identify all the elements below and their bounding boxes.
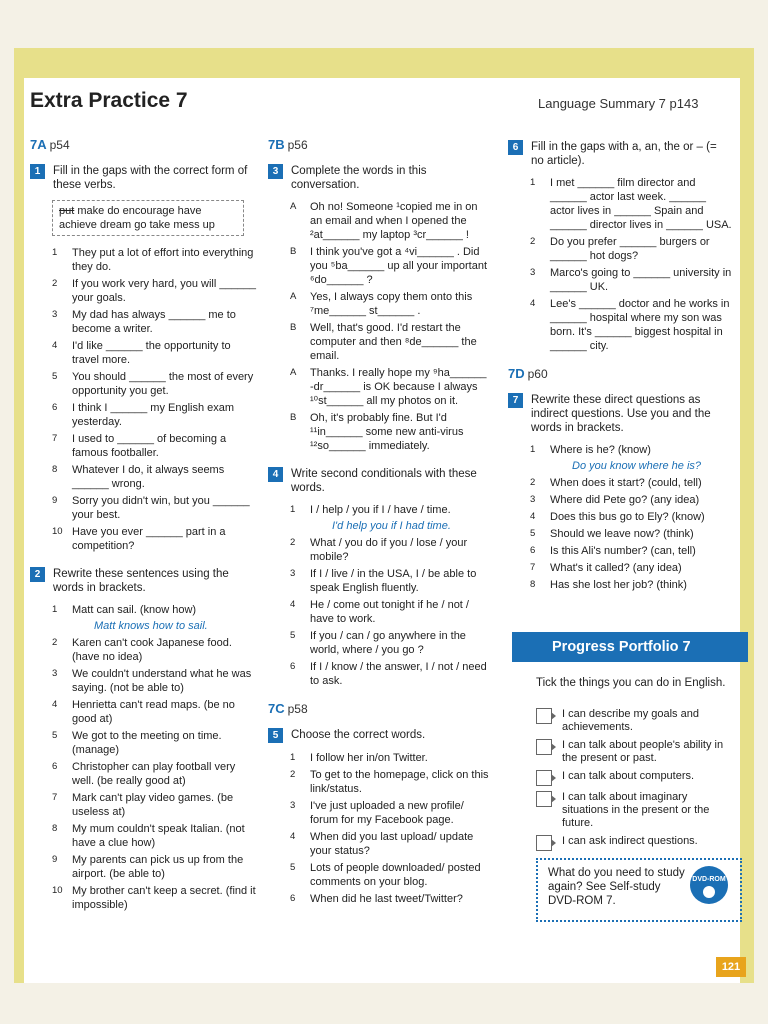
speaker-label: A xyxy=(290,367,297,378)
item-text: Karen can't cook Japanese food. (have no idea) xyxy=(72,637,232,663)
list-item xyxy=(52,370,258,398)
word-box-words: make do encourage have achieve dream go take mess up xyxy=(59,205,215,231)
list-item xyxy=(52,525,258,553)
item-number: 6 xyxy=(52,761,58,772)
exercise-3-conversation xyxy=(290,200,490,453)
item-text: Lee's ______ doctor and he works in ______ hospital where my son was born. It's ______ biggest hospital in ______ city. xyxy=(550,298,730,352)
list-item xyxy=(530,266,732,294)
item-text: When did he last tweet/Twitter? xyxy=(310,893,463,905)
item-number: 2 xyxy=(52,637,58,648)
list-item xyxy=(290,536,490,564)
item-text: Where is he? (know) xyxy=(550,444,651,456)
speaker-label: A xyxy=(290,291,297,302)
item-text: Do you prefer ______ burgers or ______ hot dogs? xyxy=(550,236,710,262)
list-item xyxy=(530,527,732,541)
item-text: I'd like ______ the opportunity to travel more. xyxy=(72,340,231,366)
item-number: 4 xyxy=(290,831,296,842)
list-item xyxy=(290,567,490,595)
item-number: 3 xyxy=(530,267,536,278)
list-item xyxy=(290,629,490,657)
exercise-5-heading xyxy=(268,728,490,743)
section-7a-heading xyxy=(30,138,258,152)
exercise-number: 3 xyxy=(268,164,283,179)
item-text: Marco's going to ______ university in ______ UK. xyxy=(550,267,732,293)
item-number: 10 xyxy=(52,885,63,896)
tick-box[interactable] xyxy=(536,708,552,724)
tick-box[interactable] xyxy=(536,791,552,807)
item-text: To get to the homepage, click on this link/status. xyxy=(310,769,489,795)
section-code: 7D xyxy=(508,366,525,381)
item-number: 7 xyxy=(530,562,536,573)
item-number: 3 xyxy=(530,494,536,505)
list-item xyxy=(52,277,258,305)
column-right xyxy=(508,140,732,595)
list-item xyxy=(290,799,490,827)
dvd-disc-hole xyxy=(703,886,715,898)
top-margin xyxy=(0,0,768,48)
item-text: When did you last upload/ update your status? xyxy=(310,831,474,857)
item-text: I follow her in/on Twitter. xyxy=(310,752,428,764)
dialogue-line xyxy=(290,200,490,242)
item-text: I've just uploaded a new profile/ forum for my Facebook page. xyxy=(310,800,464,826)
exercise-instruction: Rewrite these sentences using the words in brackets. xyxy=(53,568,229,594)
item-text: What's it called? (any idea) xyxy=(550,562,682,574)
exercise-instruction: Choose the correct words. xyxy=(291,729,426,741)
list-item xyxy=(52,246,258,274)
progress-portfolio-title: Progress Portfolio 7 xyxy=(512,632,748,662)
section-7c-heading xyxy=(268,702,490,716)
list-item xyxy=(290,830,490,858)
dialogue-text: Oh no! Someone ¹copied me in on an email and when I opened the ²at______ my laptop ³cr______ ! xyxy=(310,201,478,241)
item-number: 2 xyxy=(530,477,536,488)
exercise-number: 1 xyxy=(30,164,45,179)
exercise-4-heading xyxy=(268,467,490,495)
list-item xyxy=(530,544,732,558)
exercise-number: 5 xyxy=(268,728,283,743)
item-number: 6 xyxy=(530,545,536,556)
item-text: Where did Pete go? (any idea) xyxy=(550,494,700,506)
exercise-instruction: Fill in the gaps with a, an, the or – (= no article). xyxy=(531,141,717,167)
exercise-instruction: Fill in the gaps with the correct form of these verbs. xyxy=(53,165,248,191)
portfolio-item-text: I can describe my goals and achievements. xyxy=(562,708,699,733)
list-item xyxy=(290,751,490,765)
item-text: Mark can't play video games. (be useless at) xyxy=(72,792,234,818)
item-text: If I / live / in the USA, I / be able to speak English fluently. xyxy=(310,568,477,594)
page-title: Extra Practice 7 xyxy=(30,89,188,112)
item-number: 3 xyxy=(52,309,58,320)
exercise-number: 7 xyxy=(508,393,523,408)
dialogue-text: Well, that's good. I'd restart the computer and then ⁸de______ the email. xyxy=(310,322,477,362)
portfolio-item xyxy=(536,708,736,734)
example-answer: I'd help you if I had time. xyxy=(332,520,451,532)
item-number: 1 xyxy=(290,504,296,515)
tick-box[interactable] xyxy=(536,739,552,755)
speaker-label: A xyxy=(290,201,297,212)
dvd-callout-text: What do you need to study again? See Self-study DVD-ROM 7. xyxy=(548,867,685,907)
exercise-instruction: Write second conditionals with these words. xyxy=(291,468,477,494)
item-text: My brother can't keep a secret. (find it impossible) xyxy=(72,885,256,911)
item-text: You should ______ the most of every opportunity you get. xyxy=(72,371,254,397)
list-item xyxy=(52,463,258,491)
portfolio-item xyxy=(536,739,736,765)
item-number: 5 xyxy=(52,371,58,382)
dialogue-text: Thanks. I really hope my ⁹ha______ -dr______ is OK because I always ¹⁰st______ all my photos on it. xyxy=(310,367,487,407)
exercise-3-heading xyxy=(268,164,490,192)
section-page: p56 xyxy=(287,138,308,152)
dialogue-text: Oh, it's probably fine. But I'd ¹¹in______ some new anti-virus ¹²so______ immediately. xyxy=(310,412,464,452)
portfolio-item-text: I can ask indirect questions. xyxy=(562,835,698,847)
list-item xyxy=(530,510,732,524)
list-item xyxy=(530,297,732,353)
item-text: Should we leave now? (think) xyxy=(550,528,694,540)
item-number: 2 xyxy=(290,769,296,780)
list-item xyxy=(290,892,490,906)
item-number: 4 xyxy=(290,599,296,610)
item-number: 1 xyxy=(290,752,296,763)
item-number: 1 xyxy=(530,177,536,188)
item-text: If you work very hard, you will ______ your goals. xyxy=(72,278,257,304)
item-number: 6 xyxy=(290,893,296,904)
dialogue-line xyxy=(290,290,490,318)
list-item xyxy=(290,660,490,688)
item-number: 4 xyxy=(530,298,536,309)
list-item xyxy=(290,503,490,517)
item-number: 5 xyxy=(530,528,536,539)
exercise-2-items xyxy=(52,603,258,912)
progress-portfolio-instruction: Tick the things you can do in English. xyxy=(536,677,726,689)
list-item xyxy=(52,603,258,617)
item-number: 1 xyxy=(530,444,536,455)
list-item xyxy=(52,884,258,912)
column-left xyxy=(30,138,258,915)
item-number: 8 xyxy=(52,823,58,834)
list-item xyxy=(530,493,732,507)
list-item xyxy=(52,729,258,757)
left-band xyxy=(14,78,24,983)
item-number: 7 xyxy=(52,792,58,803)
list-item xyxy=(52,791,258,819)
section-page: p58 xyxy=(287,702,308,716)
header-band xyxy=(14,48,754,78)
language-summary-ref: Language Summary 7 p143 xyxy=(538,96,699,111)
item-number: 8 xyxy=(530,579,536,590)
word-box xyxy=(52,200,244,236)
portfolio-item xyxy=(536,791,736,830)
item-number: 4 xyxy=(530,511,536,522)
item-number: 5 xyxy=(290,630,296,641)
dialogue-text: Yes, I always copy them onto this ⁷me______ st______ . xyxy=(310,291,473,317)
item-text: Henrietta can't read maps. (be no good at) xyxy=(72,699,235,725)
dialogue-text: I think you've got a ⁴vi______ . Did you ⁵ba______ up all your important ⁶do______ ? xyxy=(310,246,488,286)
portfolio-item-text: I can talk about computers. xyxy=(562,770,695,782)
list-item xyxy=(52,494,258,522)
speaker-label: B xyxy=(290,246,297,257)
dialogue-line xyxy=(290,366,490,408)
speaker-label: B xyxy=(290,322,297,333)
list-item xyxy=(52,432,258,460)
exercise-2-heading xyxy=(30,567,258,595)
item-text: My mum couldn't speak Italian. (not have a clue how) xyxy=(72,823,245,849)
item-text: I used to ______ of becoming a famous footballer. xyxy=(72,433,227,459)
exercise-5-items xyxy=(290,751,490,906)
item-text: If you / can / go anywhere in the world, where / you go ? xyxy=(310,630,466,656)
item-text: They put a lot of effort into everything they do. xyxy=(72,247,254,273)
list-item xyxy=(530,443,732,457)
list-item xyxy=(52,339,258,367)
item-text: Christopher can play football very well. (be really good at) xyxy=(72,761,236,787)
list-item xyxy=(530,561,732,575)
list-item xyxy=(290,768,490,796)
tick-box[interactable] xyxy=(536,835,552,851)
column-middle xyxy=(268,138,490,909)
page-number-badge: 121 xyxy=(716,957,746,977)
item-text: My dad has always ______ me to become a writer. xyxy=(72,309,236,335)
item-number: 5 xyxy=(290,862,296,873)
list-item xyxy=(52,822,258,850)
exercise-number: 6 xyxy=(508,140,523,155)
item-text: Lots of people downloaded/ posted comments on your blog. xyxy=(310,862,481,888)
list-item xyxy=(290,598,490,626)
section-7b-heading xyxy=(268,138,490,152)
item-text: I / help / you if I / have / time. xyxy=(310,504,451,516)
list-item xyxy=(52,853,258,881)
list-item xyxy=(52,760,258,788)
item-text: Matt can sail. (know how) xyxy=(72,604,197,616)
item-text: Does this bus go to Ely? (know) xyxy=(550,511,705,523)
portfolio-item xyxy=(536,770,736,786)
list-item xyxy=(52,698,258,726)
list-item xyxy=(290,861,490,889)
item-number: 2 xyxy=(52,278,58,289)
item-number: 1 xyxy=(52,247,58,258)
portfolio-item xyxy=(536,835,736,851)
section-code: 7B xyxy=(268,137,285,152)
dvd-disc-icon xyxy=(690,866,728,904)
item-text: Is this Ali's number? (can, tell) xyxy=(550,545,696,557)
dvd-disc-label: DVD-ROM xyxy=(692,876,726,883)
example-answer: Do you know where he is? xyxy=(572,460,702,472)
item-text: I met ______ film director and ______ actor last week. ______ actor lives in ______ Spain and ______ director lives in ______ USA. xyxy=(550,177,732,231)
word-box-used-word: put xyxy=(59,205,75,217)
list-item xyxy=(530,476,732,490)
list-item xyxy=(530,235,732,263)
section-page: p60 xyxy=(527,367,548,381)
item-text: I think I ______ my English exam yesterday. xyxy=(72,402,235,428)
portfolio-item-text: I can talk about imaginary situations in the present or the future. xyxy=(562,791,710,829)
bottom-margin xyxy=(14,983,754,1024)
item-text: We got to the meeting on time. (manage) xyxy=(72,730,222,756)
item-number: 3 xyxy=(290,568,296,579)
dialogue-line xyxy=(290,245,490,287)
item-number: 6 xyxy=(290,661,296,672)
item-text: My parents can pick us up from the airport. (be able to) xyxy=(72,854,244,880)
progress-portfolio-list xyxy=(536,708,736,856)
item-text: If I / know / the answer, I / not / need to ask. xyxy=(310,661,487,687)
section-code: 7C xyxy=(268,701,285,716)
item-number: 1 xyxy=(52,604,58,615)
example-answer: Matt knows how to sail. xyxy=(94,620,208,632)
item-number: 9 xyxy=(52,495,58,506)
exercise-1-items xyxy=(52,246,258,553)
item-text: Sorry you didn't win, but you ______ your best. xyxy=(72,495,250,521)
exercise-number: 4 xyxy=(268,467,283,482)
item-text: We couldn't understand what he was saying. (not be able to) xyxy=(72,668,252,694)
exercise-4-items xyxy=(290,503,490,688)
list-item xyxy=(52,401,258,429)
section-page: p54 xyxy=(49,138,70,152)
item-text: When does it start? (could, tell) xyxy=(550,477,702,489)
item-number: 9 xyxy=(52,854,58,865)
item-number: 2 xyxy=(290,537,296,548)
item-number: 7 xyxy=(52,433,58,444)
portfolio-item-text: I can talk about people's ability in the present or past. xyxy=(562,739,724,764)
item-text: He / come out tonight if he / not / have to work. xyxy=(310,599,469,625)
tick-box[interactable] xyxy=(536,770,552,786)
exercise-instruction: Complete the words in this conversation. xyxy=(291,165,427,191)
exercise-7-heading xyxy=(508,393,732,435)
list-item xyxy=(52,308,258,336)
section-7d-heading xyxy=(508,367,732,381)
list-item xyxy=(530,176,732,232)
exercise-instruction: Rewrite these direct questions as indirect questions. Use you and the words in brackets. xyxy=(531,394,711,434)
exercise-6-heading xyxy=(508,140,732,168)
item-text: What / you do if you / lose / your mobile? xyxy=(310,537,468,563)
item-text: Whatever I do, it always seems ______ wrong. xyxy=(72,464,225,490)
item-number: 4 xyxy=(52,340,58,351)
item-number: 3 xyxy=(290,800,296,811)
item-number: 2 xyxy=(530,236,536,247)
item-text: Have you ever ______ part in a competition? xyxy=(72,526,226,552)
item-number: 10 xyxy=(52,526,63,537)
section-code: 7A xyxy=(30,137,47,152)
item-number: 6 xyxy=(52,402,58,413)
item-number: 3 xyxy=(52,668,58,679)
dialogue-line xyxy=(290,321,490,363)
list-item xyxy=(530,578,732,592)
item-number: 4 xyxy=(52,699,58,710)
dialogue-line xyxy=(290,411,490,453)
exercise-1-heading xyxy=(30,164,258,192)
exercise-6-items xyxy=(530,176,732,353)
speaker-label: B xyxy=(290,412,297,423)
item-number: 5 xyxy=(52,730,58,741)
exercise-number: 2 xyxy=(30,567,45,582)
list-item xyxy=(52,636,258,664)
list-item xyxy=(52,667,258,695)
item-number: 8 xyxy=(52,464,58,475)
item-text: Has she lost her job? (think) xyxy=(550,579,687,591)
right-band xyxy=(740,78,754,983)
exercise-7-items xyxy=(530,443,732,592)
